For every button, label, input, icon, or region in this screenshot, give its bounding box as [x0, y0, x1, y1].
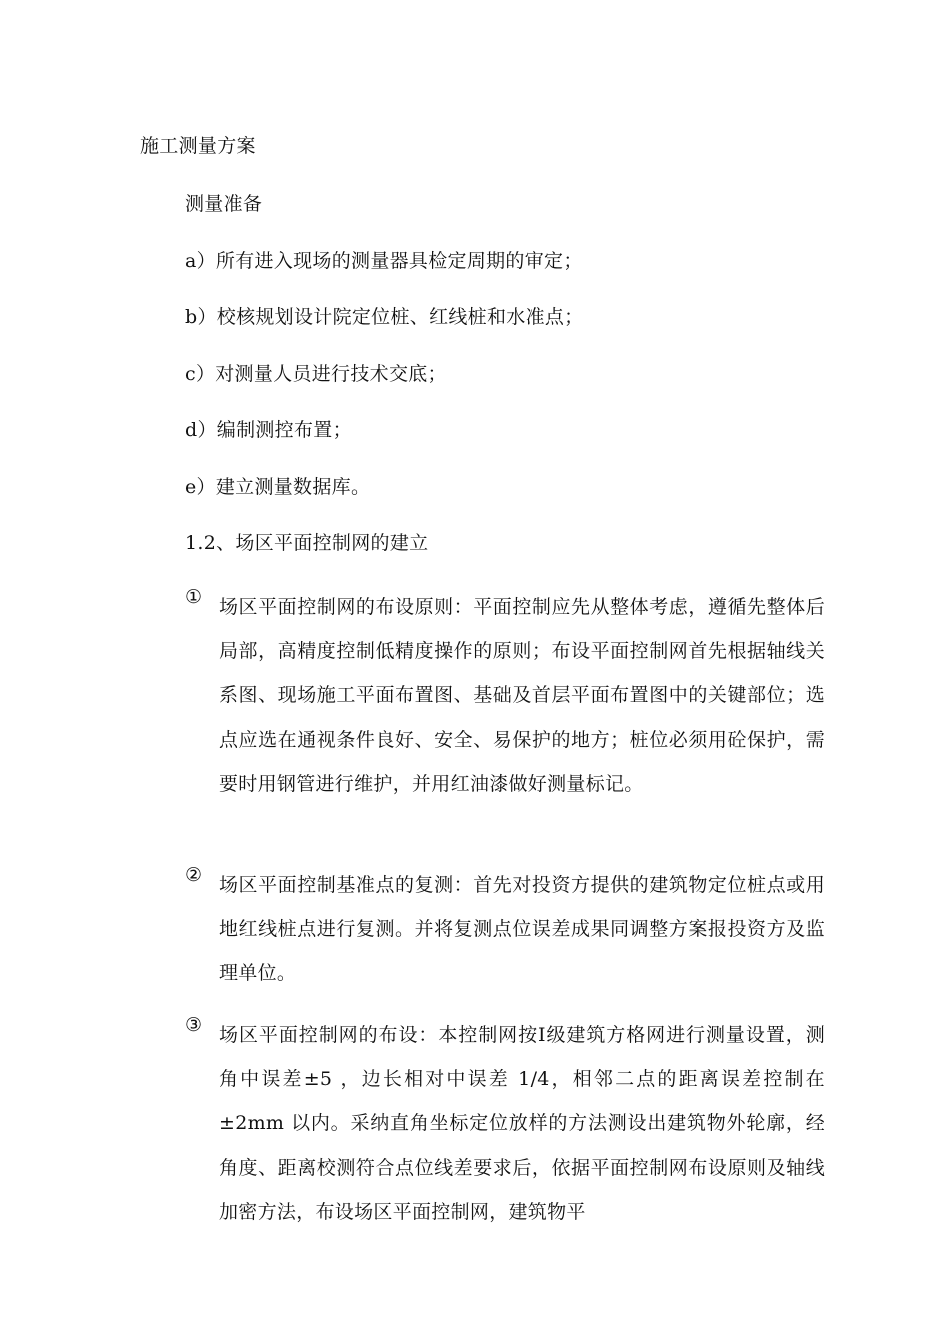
- item-marker: ③: [185, 1014, 203, 1036]
- item-marker: ②: [185, 864, 203, 886]
- numbered-item: [185, 585, 825, 806]
- item-marker: ①: [185, 586, 203, 608]
- prep-item-d: d）编制测控布置；: [185, 419, 352, 441]
- item-text: 场区平面控制网的布设原则：平面控制应先从整体考虑，遵循先整体后局部，高精度控制低精度操作的原则；布设平面控制网首先根据轴线关系图、现场施工平面布置图、基础及首层平面布置图中的关键部位；选点应选在通视条件良好、安全、易保护的地方；桩位必须用砼保护，需要时用钢管进行维护，并用红油漆做好测量标记。: [219, 596, 825, 795]
- section-heading: 测量准备: [185, 193, 263, 215]
- prep-item-b: b）校核规划设计院定位桩、红线桩和水准点；: [185, 306, 584, 328]
- numbered-item: [185, 1013, 825, 1234]
- item-text: 场区平面控制网的布设：本控制网按Ⅰ级建筑方格网进行测量设置，测角中误差±5 ，边长相对中误差 1/4，相邻二点的距离误差控制在±2mm 以内。采纳直角坐标定位放样的方法测设出建筑物外轮廓，经角度、距离校测符合点位线差要求后，依据平面控制网布设原则及轴线加密方法，布设场区平面控制网，建筑物平: [219, 1024, 825, 1223]
- document-title: 施工测量方案: [140, 135, 256, 157]
- prep-item-e: e）建立测量数据库。: [185, 476, 371, 498]
- numbered-item: [185, 863, 825, 996]
- prep-item-c: c）对测量人员进行技术交底；: [185, 363, 447, 385]
- item-text: 场区平面控制基准点的复测：首先对投资方提供的建筑物定位桩点或用地红线桩点进行复测。并将复测点位误差成果同调整方案报投资方及监理单位。: [219, 874, 825, 985]
- subsection-heading: 1.2、场区平面控制网的建立: [185, 532, 429, 554]
- prep-item-a: a）所有进入现场的测量器具检定周期的审定；: [185, 250, 583, 272]
